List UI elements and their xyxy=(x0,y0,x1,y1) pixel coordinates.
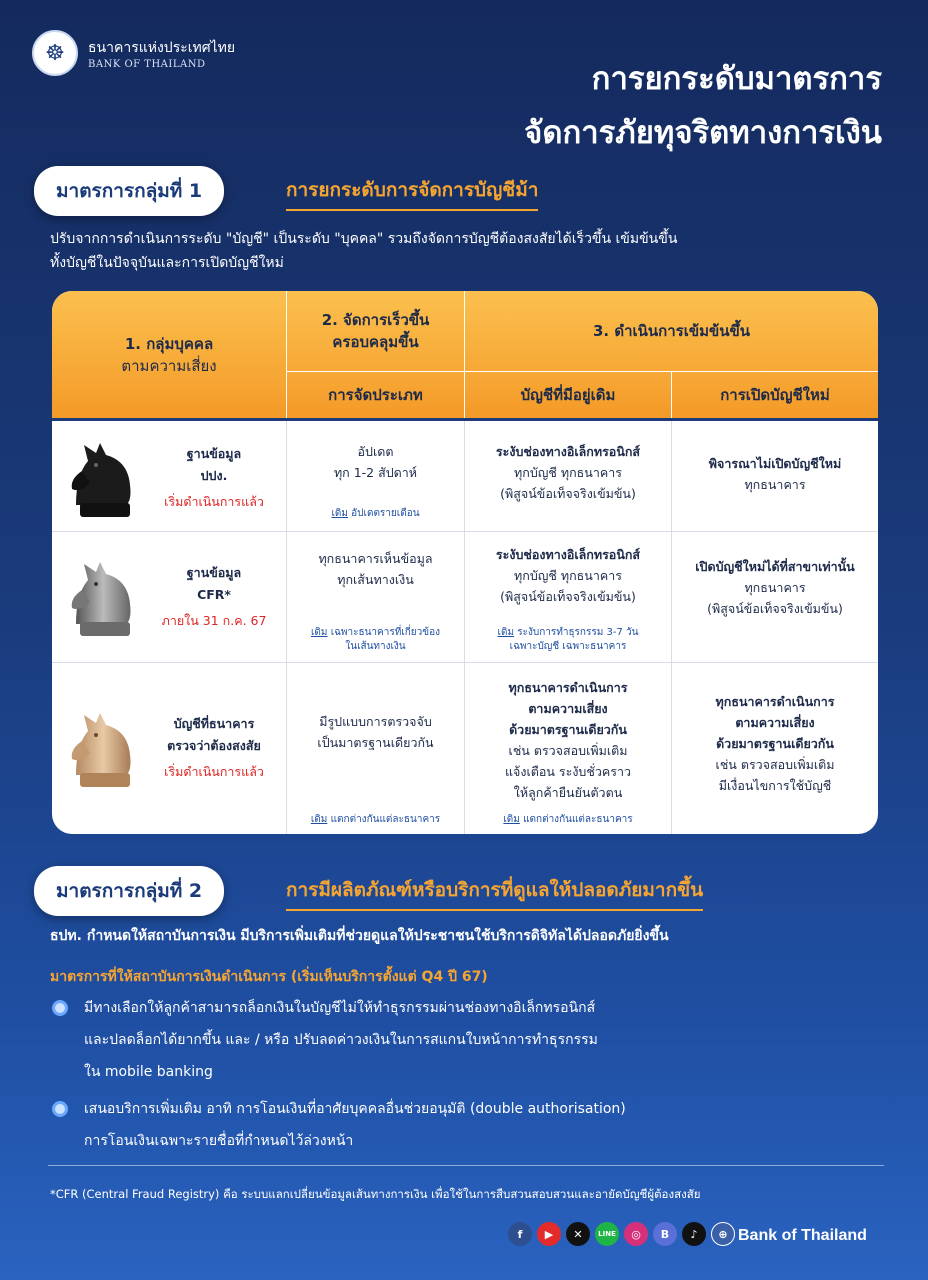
old-label: เดิม xyxy=(310,627,328,638)
old-note-text: ระงับการทำธุรกรรม 3-7 วัน xyxy=(517,627,639,638)
group1-intro-line-2: ทั้งบัญชีในปัจจุบันและการเปิดบัญชีใหม่ xyxy=(50,255,284,271)
youtube-icon[interactable]: ▶ xyxy=(537,1222,561,1246)
group2-title: การมีผลิตภัณฑ์หรือบริการที่ดูแลให้ปลอดภัยมากขึ้น xyxy=(286,875,703,911)
brand-name: Bank of Thailand xyxy=(738,1227,867,1244)
new-account-cell xyxy=(672,556,878,619)
group1-intro xyxy=(50,227,890,275)
old-practice-note xyxy=(287,813,464,827)
col2-subheader: การจัดประเภท xyxy=(328,386,423,404)
group2-subheading: มาตรการที่ให้สถาบันการเงินดำเนินการ (เริ่มเห็นบริการตั้งแต่ Q4 ปี 67) xyxy=(50,969,488,985)
cell-line: ทุก 1-2 สัปดาห์ xyxy=(333,465,418,480)
footer-divider xyxy=(48,1165,884,1166)
bullet-line: และปลดล็อกได้ยากขึ้น และ / หรือ ปรับลดค่าวงเงินในการสแกนใบหน้าการทำธุรกรรม xyxy=(84,1032,598,1048)
bullet-line: มีทางเลือกให้ลูกค้าสามารถล็อกเงินในบัญชีไม่ให้ทำธุรกรรมผ่านช่องทางอิเล็กทรอนิกส์ xyxy=(84,1000,596,1016)
logo-text-english: BANK OF THAILAND xyxy=(88,58,206,70)
old-label: เดิม xyxy=(497,627,515,638)
old-practice-note xyxy=(465,626,671,654)
cell-line: (พิสูจน์ข้อเท็จจริงเข้มข้น) xyxy=(707,601,843,616)
cell-line: อัปเดต xyxy=(357,444,394,459)
bullet-item-1 xyxy=(84,992,598,1088)
classification-cell xyxy=(287,548,464,590)
col2-title-2: ครอบคลุมขึ้น xyxy=(332,333,419,351)
table-row xyxy=(52,421,878,531)
bot-logo xyxy=(32,30,235,76)
social-links xyxy=(508,1222,735,1246)
row-label-line-2: ปปง. xyxy=(200,468,228,483)
group2-pill: มาตรการกลุ่มที่ 2 xyxy=(34,866,224,916)
col3-subheader-new: การเปิดบัญชีใหม่ xyxy=(720,386,830,404)
header-divider xyxy=(286,291,287,418)
row-label-line-1: ฐานข้อมูล xyxy=(186,565,242,580)
cell-line: ทุกธนาคาร xyxy=(744,477,806,492)
cell-line: ทุกบัญชี ทุกธนาคาร xyxy=(514,568,622,583)
status-text: เริ่มดำเนินการแล้ว xyxy=(164,764,264,779)
new-account-cell xyxy=(672,691,878,796)
classification-cell xyxy=(287,441,464,483)
old-note-text: แตกต่างกันแต่ละธนาคาร xyxy=(330,814,441,825)
old-note-text: แตกต่างกันแต่ละธนาคาร xyxy=(523,814,633,825)
col3-header: 3. ดำเนินการเข้มข้นขึ้น xyxy=(592,322,750,340)
cell-line: (พิสูจน์ข้อเท็จจริงเข้มข้น) xyxy=(500,486,636,501)
row-label-line-1: บัญชีที่ธนาคาร xyxy=(173,716,255,731)
blockdit-icon[interactable]: B xyxy=(653,1222,677,1246)
existing-account-cell xyxy=(465,677,671,803)
col3-subheader-existing: บัญชีที่มีอยู่เดิม xyxy=(520,386,616,404)
gold-knight-horse-icon xyxy=(66,705,140,789)
old-label: เดิม xyxy=(331,508,348,519)
row-label-line-2: ตรวจว่าต้องสงสัย xyxy=(167,738,261,753)
header-divider xyxy=(464,291,465,418)
col1-title: 1. กลุ่มบุคคล xyxy=(124,334,214,353)
old-note-text: เฉพาะบัญชี เฉพาะธนาคาร xyxy=(509,641,627,652)
cell-line: ทุกธนาคาร xyxy=(744,580,806,595)
cell-line: ระงับช่องทางอิเล็กทรอนิกส์ xyxy=(495,444,641,459)
facebook-icon[interactable]: f xyxy=(508,1222,532,1246)
status-text: เริ่มดำเนินการแล้ว xyxy=(164,494,264,509)
row-label xyxy=(150,562,278,632)
old-practice-note xyxy=(287,626,464,654)
group1-pill: มาตรการกลุ่มที่ 1 xyxy=(34,166,224,216)
bullet-icon xyxy=(52,1000,68,1016)
table-header xyxy=(52,291,878,418)
old-practice-note xyxy=(287,507,464,521)
new-account-cell xyxy=(672,453,878,495)
header-divider xyxy=(671,372,672,418)
cell-line: พิจารณาไม่เปิดบัญชีใหม่ xyxy=(708,456,842,471)
page-title-line-2: จัดการภัยทุจริตทางการเงิน xyxy=(524,115,882,151)
cfr-footnote: *CFR (Central Fraud Registry) คือ ระบบแลกเปลี่ยนข้อมูลเส้นทางการเงิน เพื่อใช้ในการสืบสวนสอบสวนและอายัดบัญชีผู้ต้องสงสัย xyxy=(50,1187,701,1201)
old-label: เดิม xyxy=(310,814,328,825)
group1-title: การยกระดับการจัดการบัญชีม้า xyxy=(286,175,538,211)
instagram-icon[interactable]: ◎ xyxy=(624,1222,648,1246)
x-icon[interactable]: ✕ xyxy=(566,1222,590,1246)
row-label xyxy=(150,443,278,513)
cell-line: มีเงื่อนไขการใช้บัญชี xyxy=(718,778,832,793)
cell-line: ทุกธนาคารเห็นข้อมูล xyxy=(318,551,433,566)
cell-line: ด้วยมาตรฐานเดียวกัน xyxy=(509,722,627,737)
bullet-line: ใน mobile banking xyxy=(84,1064,213,1080)
silver-knight-horse-icon xyxy=(66,554,140,638)
cell-line: ทุกเส้นทางเงิน xyxy=(337,572,414,587)
old-label: เดิม xyxy=(503,814,520,825)
bullet-item-2 xyxy=(84,1093,626,1157)
cell-line: เปิดบัญชีใหม่ได้ที่สาขาเท่านั้น xyxy=(695,559,855,574)
cell-line: ด้วยมาตรฐานเดียวกัน xyxy=(716,736,834,751)
classification-cell xyxy=(287,711,464,753)
row-label-line-2: CFR* xyxy=(197,587,231,602)
old-note-text: ในเส้นทางเงิน xyxy=(345,641,406,652)
col2-title-1: 2. จัดการเร็วขึ้น xyxy=(321,311,430,329)
row-label xyxy=(150,713,278,783)
header-divider xyxy=(287,371,878,372)
cell-line: เช่น ตรวจสอบเพิ่มเติม xyxy=(715,757,835,772)
black-knight-horse-icon xyxy=(66,435,140,519)
old-note-text: อัปเดตรายเดือน xyxy=(351,508,420,519)
old-practice-note xyxy=(465,813,671,827)
bullet-icon xyxy=(52,1101,68,1117)
cell-line: เป็นมาตรฐานเดียวกัน xyxy=(317,735,434,750)
web-icon[interactable]: ⊕ xyxy=(711,1222,735,1246)
cell-line: เช่น ตรวจสอบเพิ่มเติม xyxy=(508,743,628,758)
table-body xyxy=(52,418,878,834)
measures-table xyxy=(52,291,878,834)
cell-line: ระงับช่องทางอิเล็กทรอนิกส์ xyxy=(495,547,641,562)
line-icon[interactable]: LINE xyxy=(595,1222,619,1246)
status-text: ภายใน 31 ก.ค. 67 xyxy=(161,613,267,628)
cell-line: มีรูปแบบการตรวจจับ xyxy=(319,714,432,729)
old-note-text: เฉพาะธนาคารที่เกี่ยวข้อง xyxy=(330,627,440,638)
cell-line: ตามความเสี่ยง xyxy=(528,701,608,716)
col1-subtitle: ตามความเสี่ยง xyxy=(121,356,217,375)
cell-line: ตามความเสี่ยง xyxy=(735,715,815,730)
cell-line: ทุกบัญชี ทุกธนาคาร xyxy=(514,465,622,480)
cell-line: ทุกธนาคารดำเนินการ xyxy=(715,694,835,709)
cell-line: (พิสูจน์ข้อเท็จจริงเข้มข้น) xyxy=(500,589,636,604)
group1-intro-line-1: ปรับจากการดำเนินการระดับ "บัญชี" เป็นระดับ "บุคคล" รวมถึงจัดการบัญชีต้องสงสัยได้เร็วขึ้น เข้มข้นขึ้น xyxy=(50,231,678,247)
cell-line: แจ้งเตือน ระงับชั่วคราว xyxy=(505,764,631,779)
col2-header xyxy=(287,291,464,371)
existing-account-cell xyxy=(465,544,671,607)
table-row xyxy=(52,532,878,662)
bullet-line: เสนอบริการเพิ่มเติม อาทิ การโอนเงินที่อาศัยบุคคลอื่นช่วยอนุมัติ (double authorisation) xyxy=(84,1101,626,1117)
cell-line: ให้ลูกค้ายืนยันตัวตน xyxy=(513,785,623,800)
group2-description: ธปท. กำหนดให้สถาบันการเงิน มีบริการเพิ่มเติมที่ช่วยดูแลให้ประชาชนใช้บริการดิจิทัลได้ปลอดภัยยิ่งขึ้น xyxy=(50,928,669,944)
bullet-line: การโอนเงินเฉพาะรายชื่อที่กำหนดไว้ล่วงหน้า xyxy=(84,1133,354,1149)
bot-seal-icon: ☸ xyxy=(32,30,78,76)
col1-header xyxy=(52,291,286,418)
tiktok-icon[interactable]: ♪ xyxy=(682,1222,706,1246)
table-row xyxy=(52,663,878,834)
page-title-line-1: การยกระดับมาตรการ xyxy=(591,61,882,97)
cell-line: ทุกธนาคารดำเนินการ xyxy=(508,680,628,695)
row-label-line-1: ฐานข้อมูล xyxy=(186,446,242,461)
existing-account-cell xyxy=(465,441,671,504)
logo-text-thai: ธนาคารแห่งประเทศไทย xyxy=(88,39,236,56)
page-title xyxy=(524,52,882,160)
